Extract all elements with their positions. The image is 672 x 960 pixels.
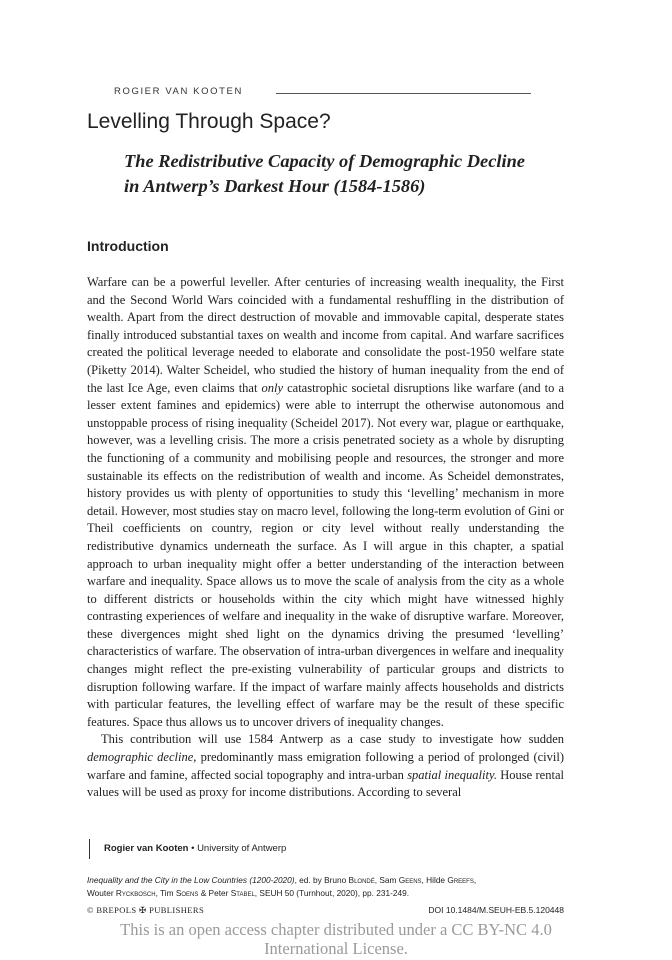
citation-text: , Tim <box>155 888 176 898</box>
editor-surname: Blondé <box>348 875 375 885</box>
subtitle-line-1: The Redistributive Capacity of Demographic Decline <box>124 151 525 171</box>
paragraph-1-text-cont: catastrophic societal disruptions like warfare (and to a lesser extent famines and epidemics) were able to interrupt the otherwise autonomous and unstoppable process of rising inequality (Scheidel 2017). Not every war, plague or earthquake, however, was a levelling crisis. The more a crisis penetrated society as a whole by disrupting the functioning of a community and mobilising people and resources, the stronger and more sustainable its effects on the redistribution of wealth and income. As Scheidel demonstrates, history provides us with plenty of opportunities to study this ‘levelling’ mechanism in more detail. However, most studies stay on macro level, following the long-term evolution of Gini or Theil coefficients on country, region or city level without really understanding the redistributive dynamics underneath the surface. As I will argue in this chapter, a spatial approach to urban inequality might offer a better understanding of the interaction between warfare and inequality. Space allows us to move the scale of analysis from the city as a whole to different districts or households within the city which might have witnessed highly contrasting experiences of welfare and inequality in the wake of disruptive warfare. Moreover, these divergences might shed light on the dynamics driving the presumed ‘levelling’ characteristics of warfare. The observation of intra-urban divergences in welfare and inequality changes might reflect the pre-existing vulnerability of particular groups and districts to disruption following warfare. If the impact of warfare mainly affects households and districts with particular features, the levelling effect of warfare may be the result of these specific features. Space thus allows us to uncover drivers of inequality changes. <box>87 380 564 729</box>
emphasis-demographic-decline: demographic decline <box>87 750 194 765</box>
affiliation-bar <box>89 839 90 859</box>
paragraph-2-text-end: House rental values will be used as proxy for income distributions. According to several <box>87 767 564 800</box>
editor-surname: Ryckbosch <box>115 888 156 898</box>
citation-text: & Peter <box>198 888 231 898</box>
paragraph-2-text: This contribution will use 1584 Antwerp as a case study to investigate how sudden <box>101 732 564 747</box>
editor-surname: Geens <box>398 875 422 885</box>
doi-link[interactable]: DOI 10.1484/M.SEUH-EB.5.120448 <box>428 905 564 915</box>
running-head-rule <box>276 93 531 94</box>
book-citation <box>87 874 564 900</box>
author-affiliation <box>104 843 286 854</box>
editor-surname: Greefs <box>447 875 474 885</box>
chapter-title: Levelling Through Space? <box>87 110 331 133</box>
paragraph-1-text: Warfare can be a powerful leveller. After centuries of increasing wealth inequality, the First and the Second World Wars coincided with a fundamental reshuffling in the distribution of wealth. Apart from the direct destruction of movable and immovable capital, desperate states finally introduced substantial taxes on wealth and income from capital. And warfare sacrifices created the political leverage needed to elaborate and consolidate the post-1950 welfare state (Piketty 2014). Walter Scheidel, who studied the history of human inequality from the end of the last Ice Age, even claims that <box>87 275 564 395</box>
citation-text: , Hilde <box>421 875 448 885</box>
subtitle-line-2: in Antwerp’s Darkest Hour (1584-1586) <box>124 176 426 196</box>
emphasis-only: only <box>261 380 284 395</box>
citation-series: , SEUH 50 (Turnhout, 2020), pp. 231-249. <box>254 888 409 898</box>
author-name: Rogier van Kooten <box>104 843 189 854</box>
chapter-subtitle <box>124 149 525 199</box>
editor-surname: Stabel <box>230 888 255 898</box>
emphasis-spatial-inequality: spatial inequality. <box>407 767 497 782</box>
publisher-mark: © BREPOLS ✠ PUBLISHERS <box>87 905 205 915</box>
book-title: Inequality and the City in the Low Countries (1200-2020) <box>87 875 295 885</box>
institution: University of Antwerp <box>197 843 287 854</box>
citation-text: , ed. by Bruno <box>294 875 349 885</box>
paragraph-1 <box>87 274 564 731</box>
section-heading: Introduction <box>87 238 169 254</box>
paragraph-2-text-cont: , predominantly mass emigration following a period of prolonged (civil) warfare and famine, affected social topography and intra-urban <box>87 750 564 782</box>
license-notice: This is an open access chapter distributed under a CC BY-NC 4.0 International License. <box>120 920 552 958</box>
running-head: ROGIER VAN KOOTEN <box>114 86 243 97</box>
paragraph-2 <box>87 731 564 801</box>
affiliation-separator: • <box>188 843 198 854</box>
editor-surname: Soens <box>175 888 199 898</box>
body-text <box>87 274 564 802</box>
citation-text: , Sam <box>374 875 399 885</box>
citation-text: Wouter <box>87 888 116 898</box>
citation-text: , <box>473 875 477 885</box>
